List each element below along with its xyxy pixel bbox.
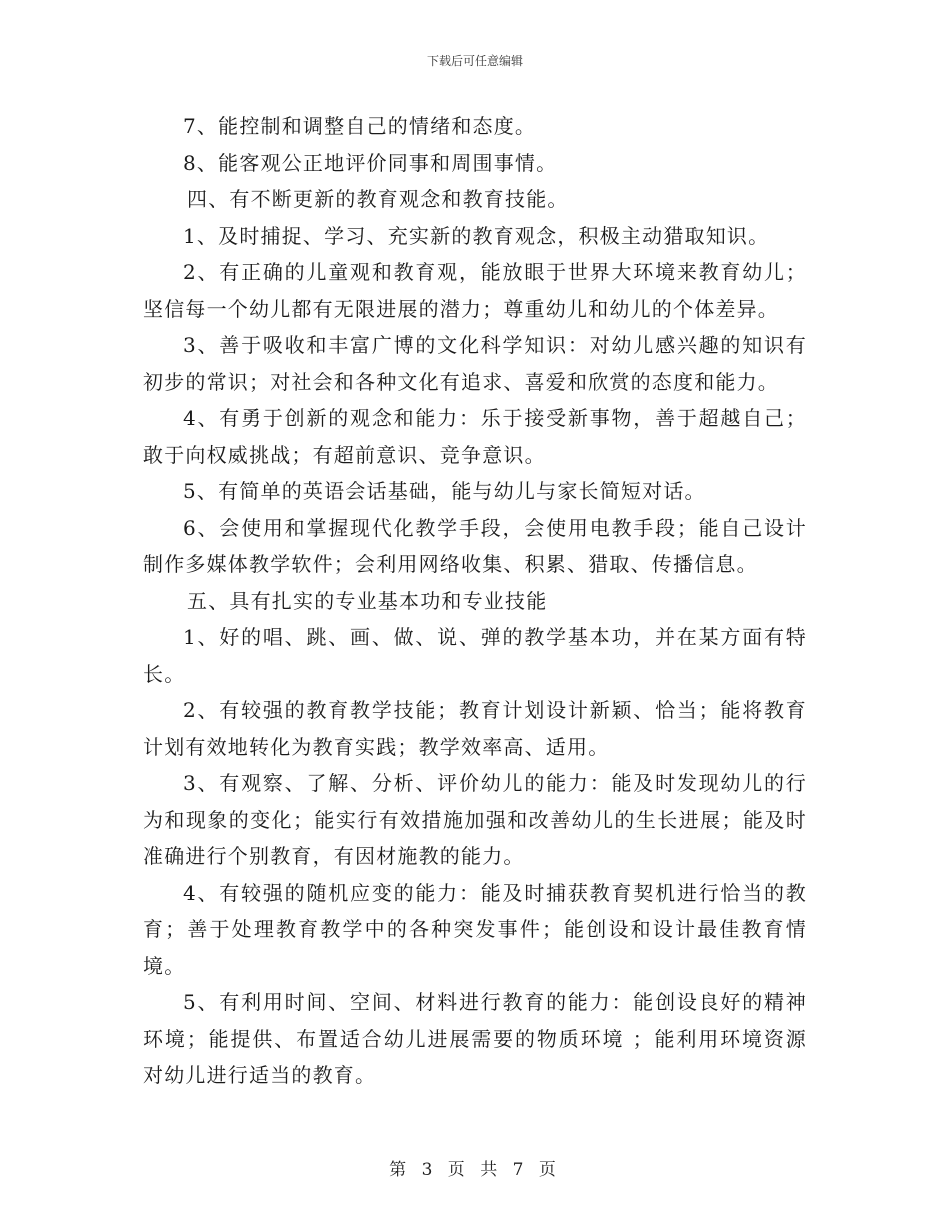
paragraph: 5、有利用时间、空间、材料进行教育的能力：能创设良好的精神环境；能提供、布置适合幼儿进展需要的物质环境 ；能利用环境资源对幼儿进行适当的教育。 xyxy=(143,990,807,1087)
paragraph: 4、有勇于创新的观念和能力：乐于接受新事物，善于超越自己；敢于向权威挑战；有超前意识、竞争意识。 xyxy=(143,406,807,467)
section-heading: 五、具有扎实的专业基本功和专业技能 xyxy=(187,588,548,613)
paragraph: 1、及时捕捉、学习、充实新的教育观念，积极主动猎取知识。 xyxy=(183,223,770,248)
paragraph: 8、能客观公正地评价同事和周围事情。 xyxy=(183,150,558,175)
section-heading: 四、有不断更新的教育观念和教育技能。 xyxy=(187,187,569,211)
paragraph: 6、会使用和掌握现代化教学手段，会使用电教手段；能自己设计制作多媒体教学软件；会利用网络收集、积累、猎取、传播信息。 xyxy=(143,515,807,576)
paragraph: 4、有较强的随机应变的能力：能及时捕获教育契机进行恰当的教育；善于处理教育教学中的各种突发事件；能创设和设计最佳教育情境。 xyxy=(143,880,807,978)
paragraph: 3、善于吸收和丰富广博的文化科学知识：对幼儿感兴趣的知识有初步的常识；对社会和各种文化有追求、喜爱和欣赏的态度和能力。 xyxy=(143,333,807,394)
document-body xyxy=(143,108,807,1094)
paragraph: 2、有较强的教育教学技能；教育计划设计新颖、恰当；能将教育计划有效地转化为教育实践；教学效率高、适用。 xyxy=(143,698,807,759)
paragraph: 7、能控制和调整自己的情绪和态度。 xyxy=(183,114,537,138)
paragraph: 3、有观察、了解、分析、评价幼儿的能力：能及时发现幼儿的行为和现象的变化；能实行有效措施加强和改善幼儿的生长进展；能及时准确进行个别教育，有因材施教的能力。 xyxy=(143,771,807,868)
paragraph: 5、有简单的英语会话基础，能与幼儿与家长简短对话。 xyxy=(183,479,706,503)
paragraph: 1、好的唱、跳、画、做、说、弹的教学基本功，并在某方面有特长。 xyxy=(143,625,807,686)
page-number: 第 3 页 共 7 页 xyxy=(389,1160,561,1180)
paragraph: 2、有正确的儿童观和教育观，能放眼于世界大环境来教育幼儿；坚信每一个幼儿都有无限进展的潜力；尊重幼儿和幼儿的个体差异。 xyxy=(143,260,807,321)
header-note: 下载后可任意编辑 xyxy=(426,54,523,68)
